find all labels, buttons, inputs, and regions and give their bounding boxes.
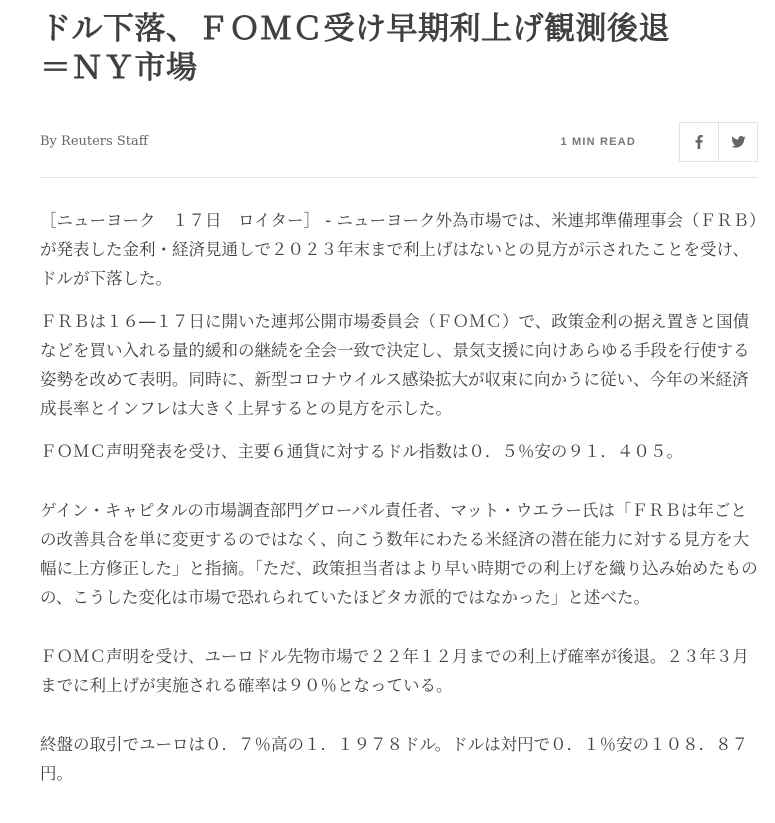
paragraph: ＦＯＭＣ声明を受け、ユーロドル先物市場で２２年１２月までの利上げ確率が後退。２３年３月までに利上げが実施される確率は９０％となっている。 bbox=[40, 647, 749, 695]
divider bbox=[40, 177, 758, 178]
read-time: 1 MIN READ bbox=[560, 136, 636, 148]
headline-line-2: ＝ＮＹ市場 bbox=[40, 50, 198, 86]
paragraph: ゲイン・キャピタルの市場調査部門グローバル責任者、マット・ウエラー氏は「ＦＲＢは年ごとの改善具合を単に変更するのではなく、向こう数年にわたる米経済の潜在能力に対する見方を大幅に上方修正した」と指摘。「ただ、政策担当者はより早い時期での利上げを織り込み始めたものの、こうした変化は市場で恐れられていたほどタカ派的ではなかった」と述べた。 bbox=[40, 501, 758, 607]
byline[interactable]: By Reuters Staff bbox=[40, 134, 148, 149]
headline-line-1: ドル下落、ＦＯＭＣ受け早期利上げ観測後退 bbox=[40, 11, 670, 47]
headline bbox=[40, 0, 760, 88]
article-body bbox=[40, 206, 760, 788]
twitter-share-button[interactable] bbox=[718, 123, 757, 161]
paragraph: 終盤の取引でユーロは０．７％高の１．１９７８ドル。ドルは対円で０．１％安の１０８．８７円。 bbox=[40, 735, 749, 783]
facebook-icon bbox=[695, 135, 703, 149]
article bbox=[40, 0, 760, 783]
facebook-share-button[interactable] bbox=[680, 123, 718, 161]
twitter-icon bbox=[731, 136, 746, 148]
paragraph: ［ニューヨーク １７日 ロイター］ - ニューヨーク外為市場では、米連邦準備理事会（ＦＲＢ）が発表した金利・経済見通しで２０２３年末まで利上げはないとの見方が示されたことを受け、ドルが下落した。 bbox=[40, 211, 758, 288]
share-buttons bbox=[679, 122, 758, 162]
paragraph: ＦＲＢは１６―１７日に開いた連邦公開市場委員会（ＦＯＭＣ）で、政策金利の据え置きと国債などを買い入れる量的緩和の継続を全会一致で決定し、景気支援に向けあらゆる手段を行使する姿勢を改めて表明。同時に、新型コロナウイルス感染拡大が収束に向かうに従い、今年の米経済成長率とインフレは大きく上昇するとの見方を示した。 bbox=[40, 312, 750, 418]
article-meta bbox=[40, 122, 758, 162]
paragraph: ＦＯＭＣ声明発表を受け、主要６通貨に対するドル指数は０．５％安の９１．４０５。 bbox=[40, 442, 683, 461]
